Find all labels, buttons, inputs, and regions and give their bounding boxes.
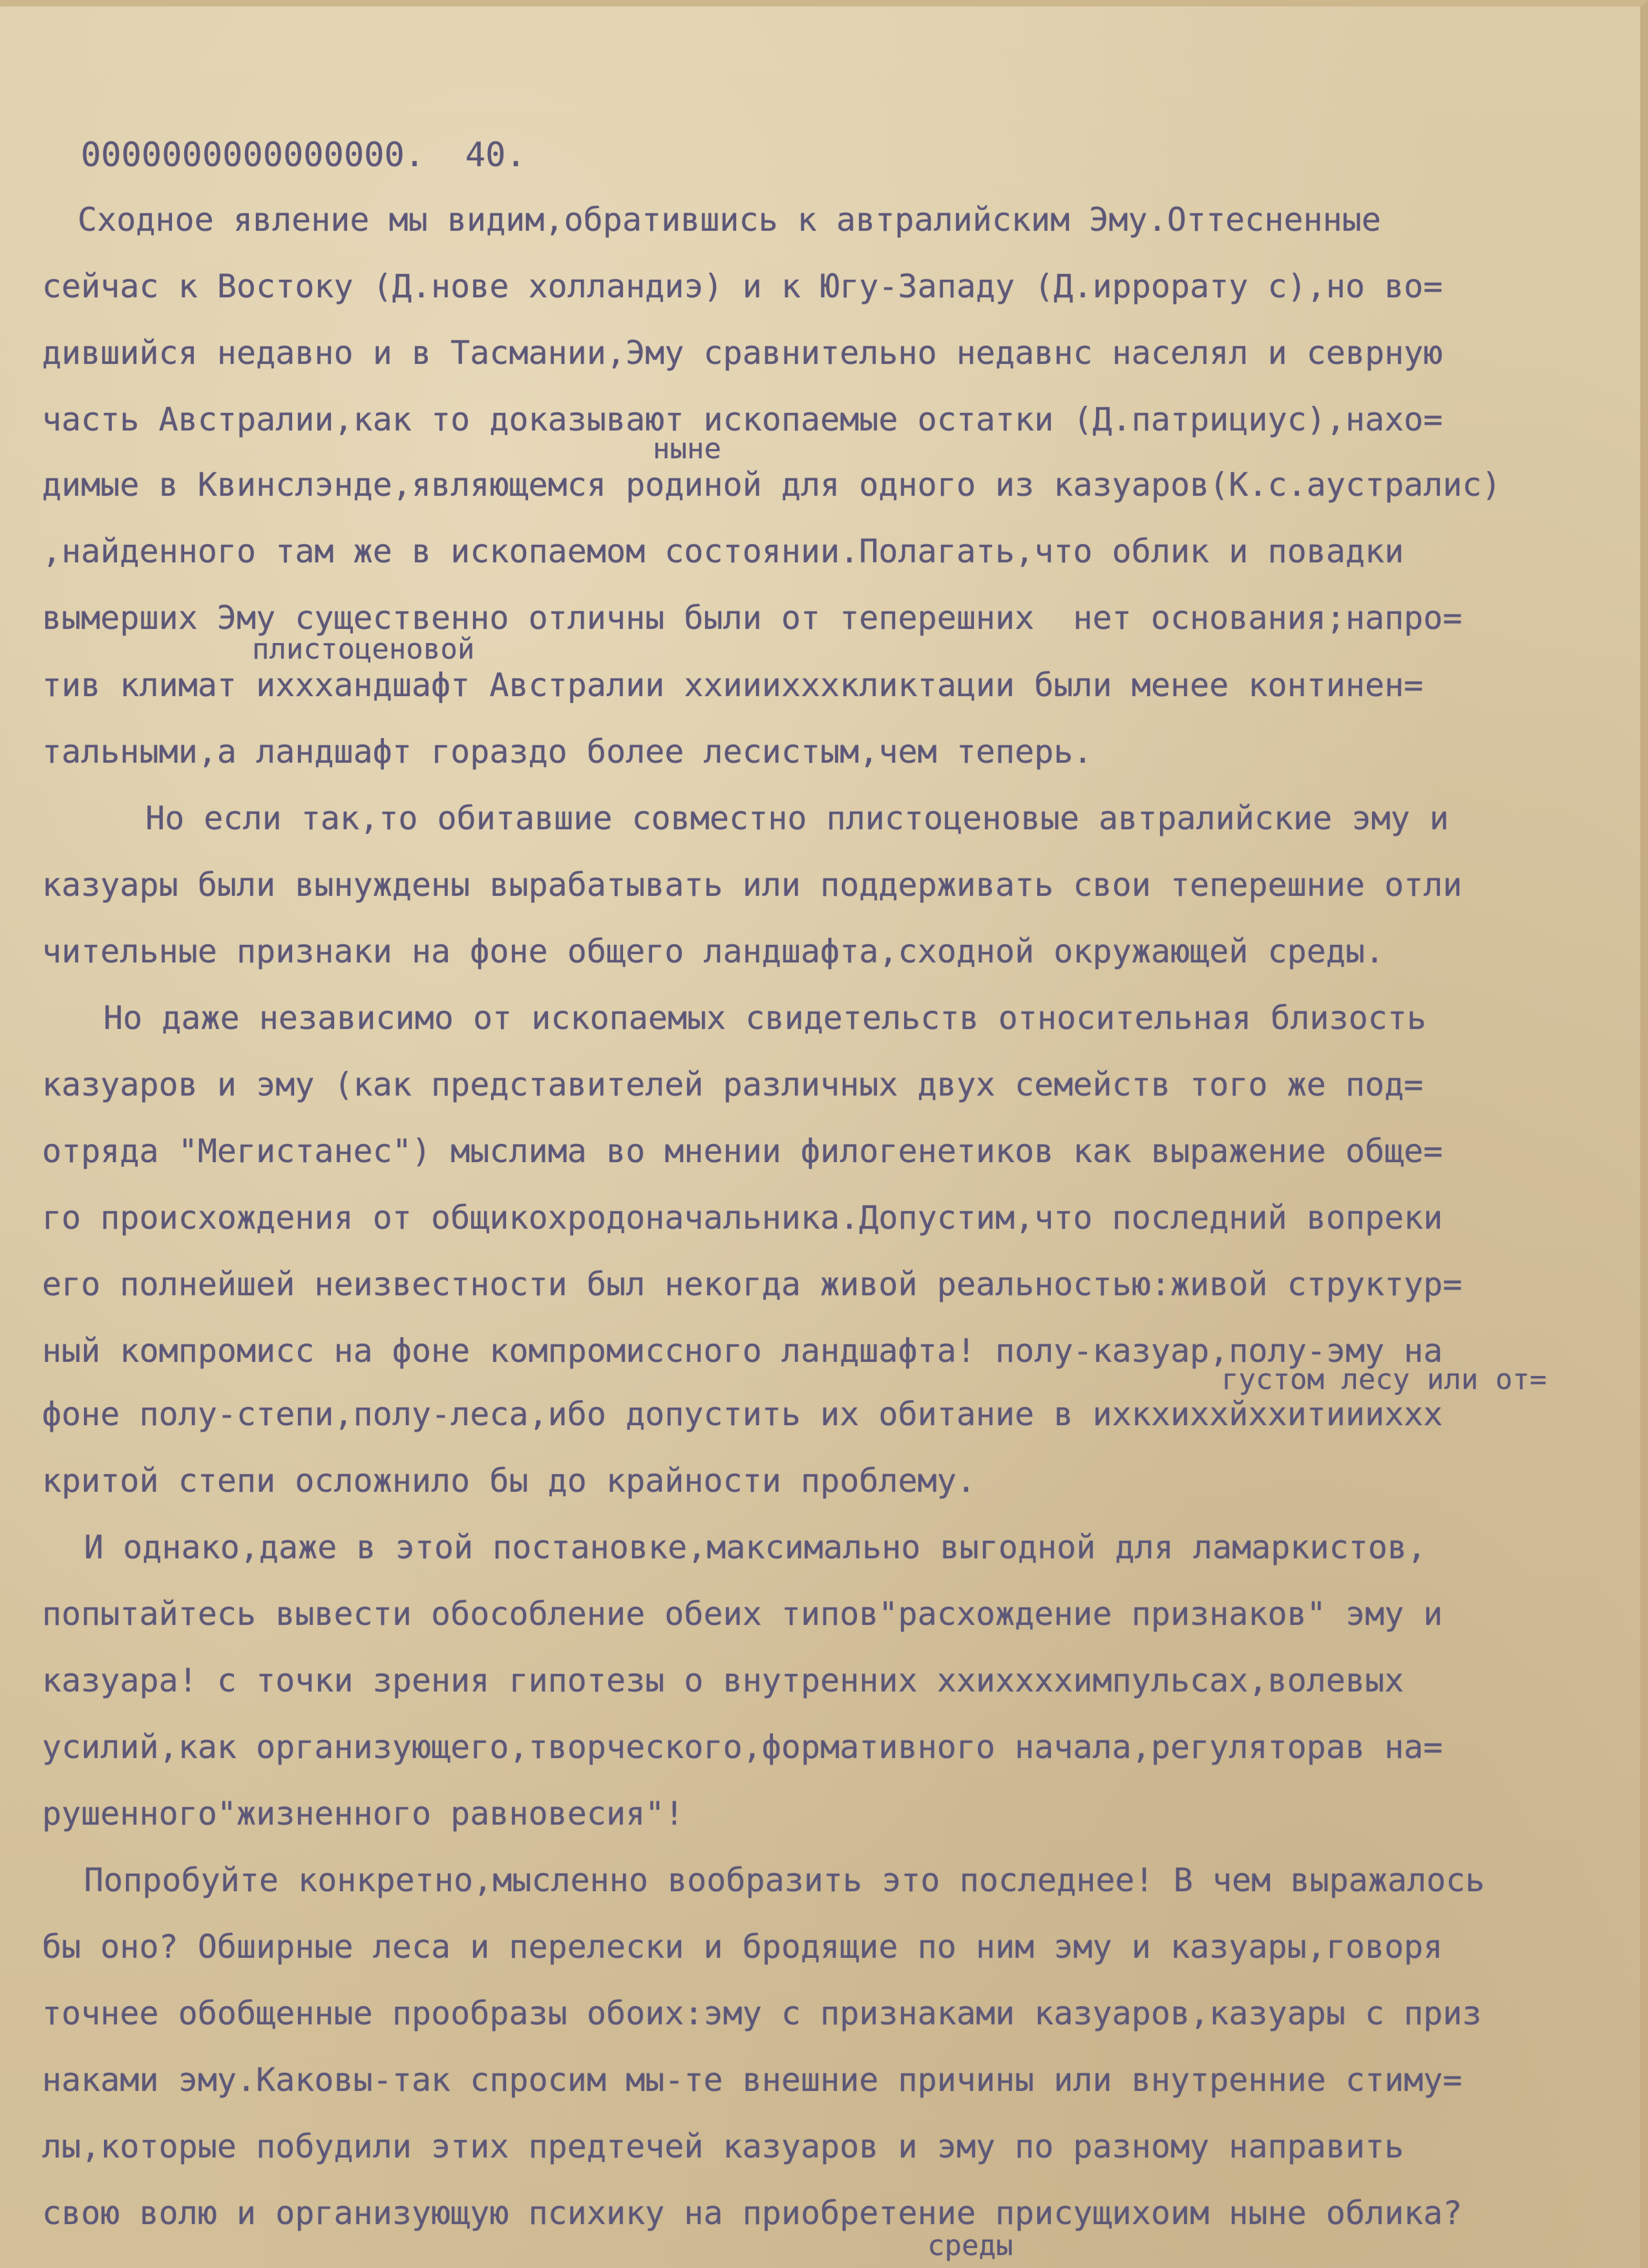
text-line-1: Сходное явление мы видим,обратившись к автралийским Эму.Оттесненные xyxy=(78,201,1381,238)
text-line-12: чительные признаки на фоне общего ландшафта,сходной окружающей среды. xyxy=(42,933,1385,970)
text-line-6: ,найденного там же в ископаемом состоянии.Полагать,что облик и повадки xyxy=(42,533,1404,570)
text-line-9: тальными,а ландшафт гораздо более лесистым,чем теперь. xyxy=(42,733,1093,770)
text-line-24: усилий,как организующего,творческого,формативного начала,регуляторав на= xyxy=(42,1728,1443,1766)
text-line-3: дившийся недавно и в Тасмании,Эму сравнительно недавнс населял и севрную xyxy=(42,334,1443,372)
text-line-2: сейчас к Востоку (Д.нове холландиэ) и к Югу-Западу (Д.иррорату с),но во= xyxy=(42,268,1443,305)
text-line-10: Но если так,то обитавшие совместно плистоценовые автралийские эму и xyxy=(145,800,1449,837)
text-line-19: фоне полу-степи,полу-леса,ибо допустить их обитание в ихкхиххйххитиииххх xyxy=(42,1395,1443,1433)
page-header: 0000000000000000. 40. xyxy=(81,136,526,175)
text-line-27: бы оно? Обширные леса и перелески и бродящие по ним эму и казуары,говоря xyxy=(42,1928,1443,1966)
text-line-5: димые в Квинслэнде,являющемся родиной для одного из казуаров(К.с.аустралис) xyxy=(42,466,1501,503)
text-line-25: рушенного"жизненного равновесия"! xyxy=(42,1795,684,1832)
text-line-13: Но даже независимо от ископаемых свидетельств относительная близость xyxy=(103,999,1426,1037)
text-line-29: наками эму.Каковы-так спросим мы-те внешние причины или внутренние стиму= xyxy=(42,2061,1463,2099)
text-line-22: попытайтесь вывести обособление обеих типов"расхождение признаков" эму и xyxy=(42,1595,1443,1633)
overwrite-sredy: среды xyxy=(927,2229,1013,2262)
overwrite-gustom-lesu: густом лесу или от= xyxy=(1221,1363,1547,1396)
overwrite-nyne: ныне xyxy=(653,432,721,465)
text-line-14: казуаров и эму (как представителей различных двух семейств того же под= xyxy=(42,1066,1424,1103)
text-line-18: ный компромисс на фоне компромиссного ландшафта! полу-казуар,полу-эму на xyxy=(42,1332,1443,1370)
text-line-30: лы,которые побудили этих предтечей казуаров и эму по разному направить xyxy=(42,2128,1404,2165)
text-line-16: го происхождения от общикохродоначальника.Допустим,что последний вопреки xyxy=(42,1199,1443,1236)
text-line-20: критой степи осложнило бы до крайности проблему. xyxy=(42,1462,976,1500)
text-line-26: Попробуйте конкретно,мысленно вообразить это последнее! В чем выражалось xyxy=(84,1861,1485,1899)
text-line-21: И однако,даже в этой постановке,максимально выгодной для ламаркистов, xyxy=(84,1529,1427,1566)
overwrite-plistocenovoy: плистоценовой xyxy=(252,633,475,666)
text-line-4: часть Австралии,как то доказывают ископаемые остатки (Д.патрициус),нахо= xyxy=(42,401,1443,438)
text-line-7: вымерших Эму существенно отличны были от теперешних нет основания;напро= xyxy=(42,599,1463,637)
text-line-11: казуары были вынуждены вырабатывать или поддерживать свои теперешние отли xyxy=(42,866,1463,904)
text-line-17: его полнейшей неизвестности был некогда живой реальностью:живой структур= xyxy=(42,1266,1463,1303)
text-line-15: отряда "Мегистанес") мыслима во мнении филогенетиков как выражение обще= xyxy=(42,1132,1443,1170)
text-line-28: точнее обобщенные прообразы обоих:эму с признаками казуаров,казуары с приз xyxy=(42,1995,1482,2032)
text-line-23: казуара! с точки зрения гипотезы о внутренних ххиххххимпульсах,волевых xyxy=(42,1662,1404,1699)
text-line-8: тив климат ихххандшафт Австралии ххииихххкликтации были менее континен= xyxy=(42,666,1424,704)
text-line-31: свою волю и организующую психику на приобретение присущихоим ныне облика? xyxy=(42,2194,1463,2232)
